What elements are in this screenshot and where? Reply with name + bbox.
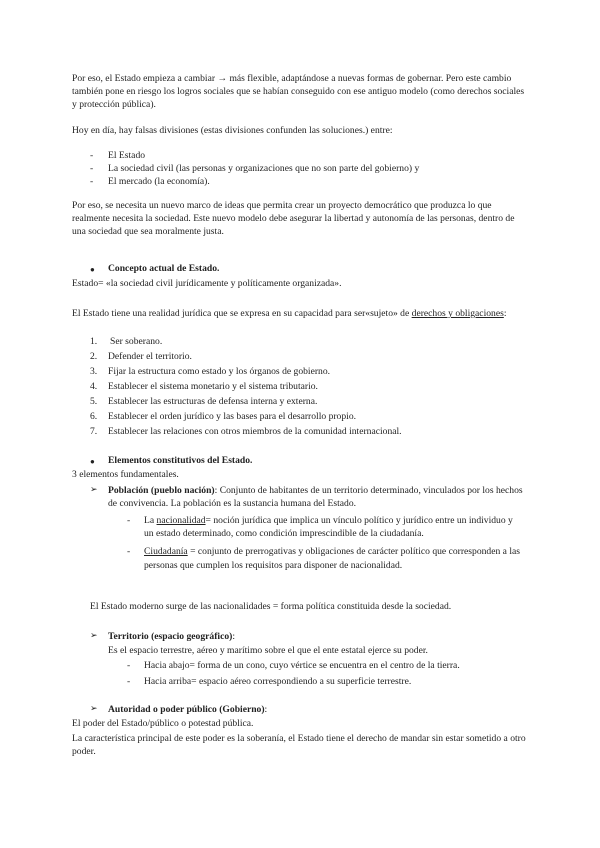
territorio-sub-item: Hacia abajo= forma de un cono, cuyo vértice se encuentra en el centro de la tierra. (144, 660, 460, 671)
nacionalidad-item (144, 514, 524, 540)
autoridad-colon: : (264, 704, 268, 715)
list-number: 3. (90, 366, 98, 377)
list-item: Establecer las estructuras de defensa interna y externa. (108, 396, 318, 407)
bullet-icon: ● (90, 265, 95, 274)
nacionalidad-text: = noción jurídica que implica un vínculo político y jurídico entre un individuo y un estado determinado, como condición imprescindible de la ciudadanía. (144, 515, 513, 539)
list-number: 4. (90, 381, 98, 392)
ciudadania-text: = conjunto de prerrogativas y obligaciones de carácter político que corresponden a las personas que cumplen los requisitos para disponer de nacionalidad. (144, 546, 520, 571)
autoridad-heading (108, 703, 267, 716)
intro-paragraph-2: Hoy en día, hay falsas divisiones (estas divisiones confunden las soluciones.) entre: (72, 125, 393, 136)
list-item: El mercado (la economía). (108, 176, 210, 187)
elementos-heading: Elementos constitutivos del Estado. (108, 455, 253, 466)
dash-marker: - (90, 163, 94, 174)
territorio-sub-item: Hacia arriba= espacio aéreo correspondiendo a su superficie terrestre. (144, 676, 412, 687)
ciudadania-term: Ciudadanía (144, 546, 188, 557)
estado-definition: Estado= «la sociedad civil jurídicamente y políticamente organizada». (72, 278, 342, 289)
list-number: 5. (90, 396, 98, 407)
list-item: La sociedad civil (las personas y organizaciones que no son parte del gobierno) y (108, 163, 420, 174)
territorio-heading (108, 630, 235, 643)
list-item: Defender el territorio. (108, 351, 192, 362)
ciudadania-item (144, 545, 524, 573)
list-number: 6. (90, 411, 98, 422)
territorio-title: Territorio (espacio geográfico) (108, 631, 233, 642)
dash-marker: - (127, 515, 131, 526)
dash-marker: - (127, 546, 131, 557)
list-item: El Estado (108, 150, 146, 161)
arrow-bullet-icon: ➢ (90, 704, 98, 714)
arrow-bullet-icon: ➢ (90, 485, 98, 495)
poblacion-text: : Conjunto de habitantes de un territorio determinado, vinculados por los hechos de convivencia. La población es la sustancia humana del Estado. (108, 485, 523, 509)
list-number: 2. (90, 351, 98, 362)
dash-marker: - (90, 150, 94, 161)
territorio-text: Es el espacio terrestre, aéreo y marítimo sobre el que el ente estatal ejerce su poder. (108, 645, 428, 656)
poblacion-paragraph (108, 484, 528, 510)
arrow-bullet-icon: ➢ (90, 631, 98, 641)
concepto-paragraph (72, 307, 530, 320)
intro-paragraph-3: Por eso, se necesita un nuevo marco de ideas que permita crear un proyecto democrático que produzca lo que realmente necesita la sociedad. Este nuevo modelo debe asegurar la libertad y autonomía de las personas, dentro de una sociedad que sea moralmente justa. (72, 200, 515, 237)
dash-marker: - (90, 176, 94, 187)
list-item: Establecer el orden jurídico y las bases para el desarrollo propio. (108, 411, 357, 422)
estado-moderno-text: El Estado moderno surge de las nacionalidades = forma política constituida desde la sociedad. (90, 601, 452, 612)
nacionalidad-prefix: La (144, 515, 157, 526)
autoridad-line-2: La característica principal de este poder es la soberanía, el Estado tiene el derecho de mandar sin estar sometido a otro poder. (72, 733, 526, 757)
list-item: Establecer el sistema monetario y el sistema tributario. (108, 381, 318, 392)
derechos-obligaciones-term: derechos y obligaciones (411, 308, 504, 319)
concepto-colon: : (503, 308, 507, 319)
concepto-heading: Concepto actual de Estado. (108, 263, 220, 274)
dash-marker: - (127, 676, 131, 687)
dash-marker: - (127, 660, 131, 671)
list-number: 1. (90, 336, 98, 347)
poblacion-title: Población (pueblo nación) (108, 485, 215, 496)
list-item: Establecer las relaciones con otros miembros de la comunidad internacional. (108, 426, 402, 437)
intro-paragraph-1: Por eso, el Estado empieza a cambiar → más flexible, adaptándose a nuevas formas de gobernar. Pero este cambio también pone en riesgo los logros sociales que se habían conseguido con ese antiguo modelo (como derechos sociales y protección pública). (72, 73, 525, 110)
concepto-text: El Estado tiene una realidad jurídica que se expresa en su capacidad para ser«sujeto» de (72, 308, 412, 319)
elementos-intro: 3 elementos fundamentales. (72, 469, 179, 480)
list-number: 7. (90, 426, 98, 437)
list-item: Fijar la estructura como estado y los órganos de gobierno. (108, 366, 331, 377)
list-item: Ser soberano. (110, 336, 163, 347)
nacionalidad-term: nacionalidad (156, 515, 206, 526)
territorio-colon: : (232, 631, 235, 642)
bullet-icon: ● (90, 457, 95, 466)
autoridad-title: Autoridad o poder público (Gobierno) (108, 704, 265, 715)
autoridad-line-1: El poder del Estado/público o potestad pública. (72, 718, 254, 729)
